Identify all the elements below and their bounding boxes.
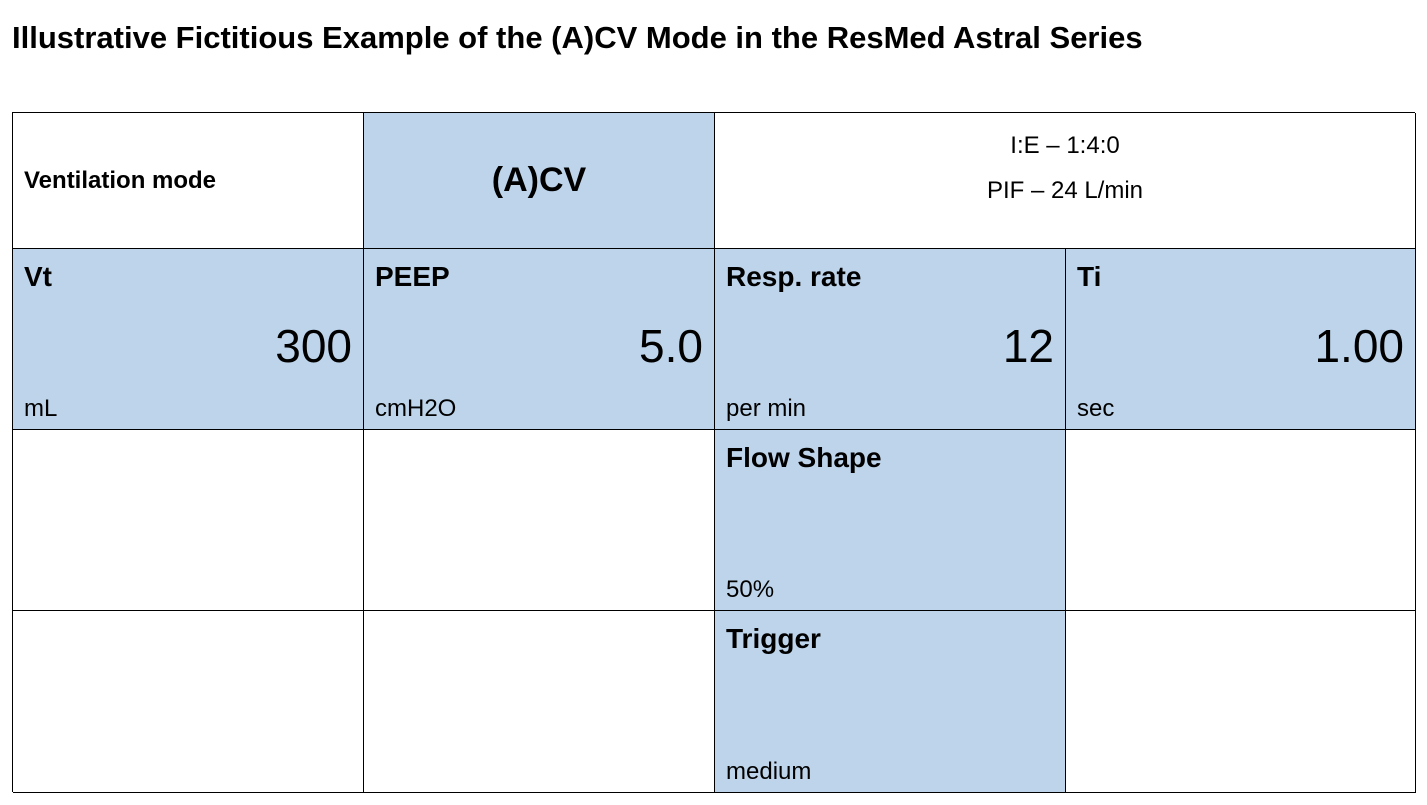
param-peep-name: PEEP <box>375 261 450 292</box>
empty-cell <box>364 611 715 793</box>
param-vt <box>13 249 364 430</box>
page-title: Illustrative Fictitious Example of the (A)CV Mode in the ResMed Astral Series <box>12 20 1143 55</box>
param-resp-rate-value: 12 <box>1002 320 1054 372</box>
param-resp-rate <box>715 249 1066 430</box>
empty-cell <box>1066 430 1416 611</box>
param-resp-rate-unit: per min <box>726 395 807 422</box>
ventilation-mode-label: Ventilation mode <box>24 166 217 194</box>
param-vt-unit: mL <box>24 395 58 422</box>
param-ti-unit: sec <box>1077 395 1115 422</box>
mode-label-cell <box>13 113 364 249</box>
mode-value-cell <box>364 113 715 249</box>
param-flow-shape-name: Flow Shape <box>726 442 882 473</box>
param-peep-unit: cmH2O <box>375 395 457 422</box>
empty-cell <box>364 430 715 611</box>
empty-cell <box>13 611 364 793</box>
param-peep <box>364 249 715 430</box>
pif-text: PIF – 24 L/min <box>986 177 1144 204</box>
param-vt-value: 300 <box>275 320 352 372</box>
param-flow-shape-value: 50% <box>726 576 775 603</box>
mode-info <box>715 113 1415 248</box>
param-resp-rate-name: Resp. rate <box>726 261 862 292</box>
settings-table <box>12 112 1415 792</box>
param-vt-name: Vt <box>24 261 52 292</box>
param-flow-shape <box>715 430 1066 611</box>
param-ti <box>1066 249 1416 430</box>
param-ti-name: Ti <box>1077 261 1102 292</box>
param-trigger-name: Trigger <box>726 623 821 654</box>
param-trigger <box>715 611 1066 793</box>
ie-ratio-text: I:E – 1:4:0 <box>1010 132 1120 159</box>
empty-cell <box>13 430 364 611</box>
empty-cell <box>1066 611 1416 793</box>
param-ti-value: 1.00 <box>1314 320 1404 372</box>
param-peep-value: 5.0 <box>639 320 703 372</box>
param-trigger-value: medium <box>726 758 812 785</box>
ventilation-mode-value: (A)CV <box>491 161 587 199</box>
mode-info-cell <box>715 113 1416 249</box>
